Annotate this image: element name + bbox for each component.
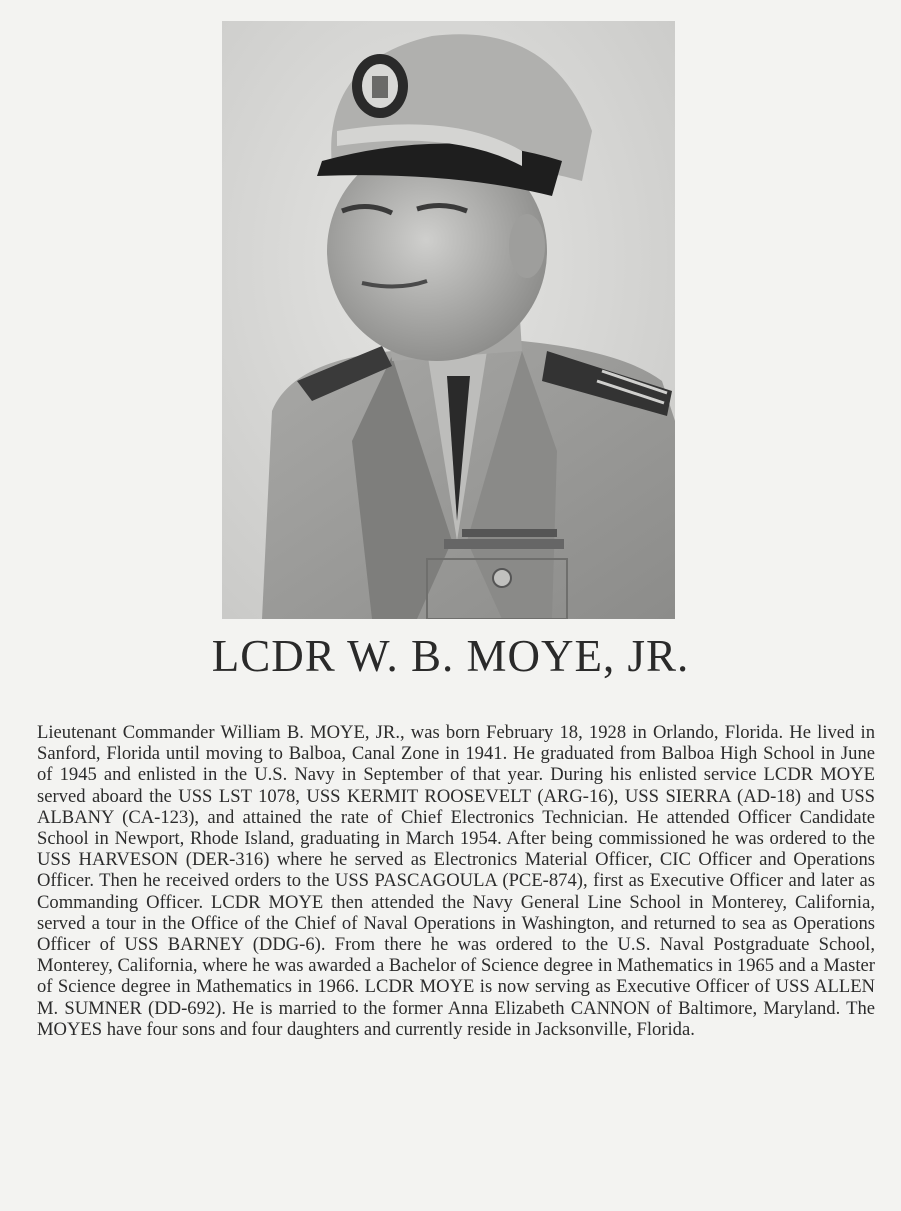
portrait-photo	[222, 21, 675, 619]
officer-name-heading: LCDR W. B. MOYE, JR.	[211, 631, 690, 681]
biography-paragraph: Lieutenant Commander William B. MOYE, JR., was born February 18, 1928 in Orlando, Florida. He lived in Sanford, Florida until moving to Balboa, Canal Zone in 1941. He graduated from Balboa High School in June of 1945 and enlisted in the U.S. Navy in September of that year. During his enlisted service LCDR MOYE served aboard the USS LST 1078, USS KERMIT ROOSEVELT (ARG-16), USS SIERRA (AD-18) and USS ALBANY (CA-123), and attained the rate of Chief Electronics Technician. He attended Officer Candidate School in Newport, Rhode Island, graduating in March 1954. After being commissioned he was ordered to the USS HARVESON (DER-316) where he served as Electronics Material Officer, CIC Officer and Operations Officer. Then he received orders to the USS PASCAGOULA (PCE-874), first as Executive Officer and later as Commanding Officer. LCDR MOYE then attended the Navy General Line School in Monterey, California, served a tour in the Office of the Chief of Naval Operations in Washington, and returned to sea as Operations Officer of USS BARNEY (DDG-6). From there he was ordered to the U.S. Naval Postgraduate School, Monterey, California, where he was awarded a Bachelor of Science degree in Mathematics in 1965 and a Master of Science degree in Mathematics in 1966. LCDR MOYE is now serving as Executive Officer of USS ALLEN M. SUMNER (DD-692). He is married to the former Anna Elizabeth CANNON of Baltimore, Maryland. The MOYES have four sons and four daughters and currently reside in Jacksonville, Florida.	[37, 722, 875, 1040]
portrait-illustration	[222, 21, 675, 619]
